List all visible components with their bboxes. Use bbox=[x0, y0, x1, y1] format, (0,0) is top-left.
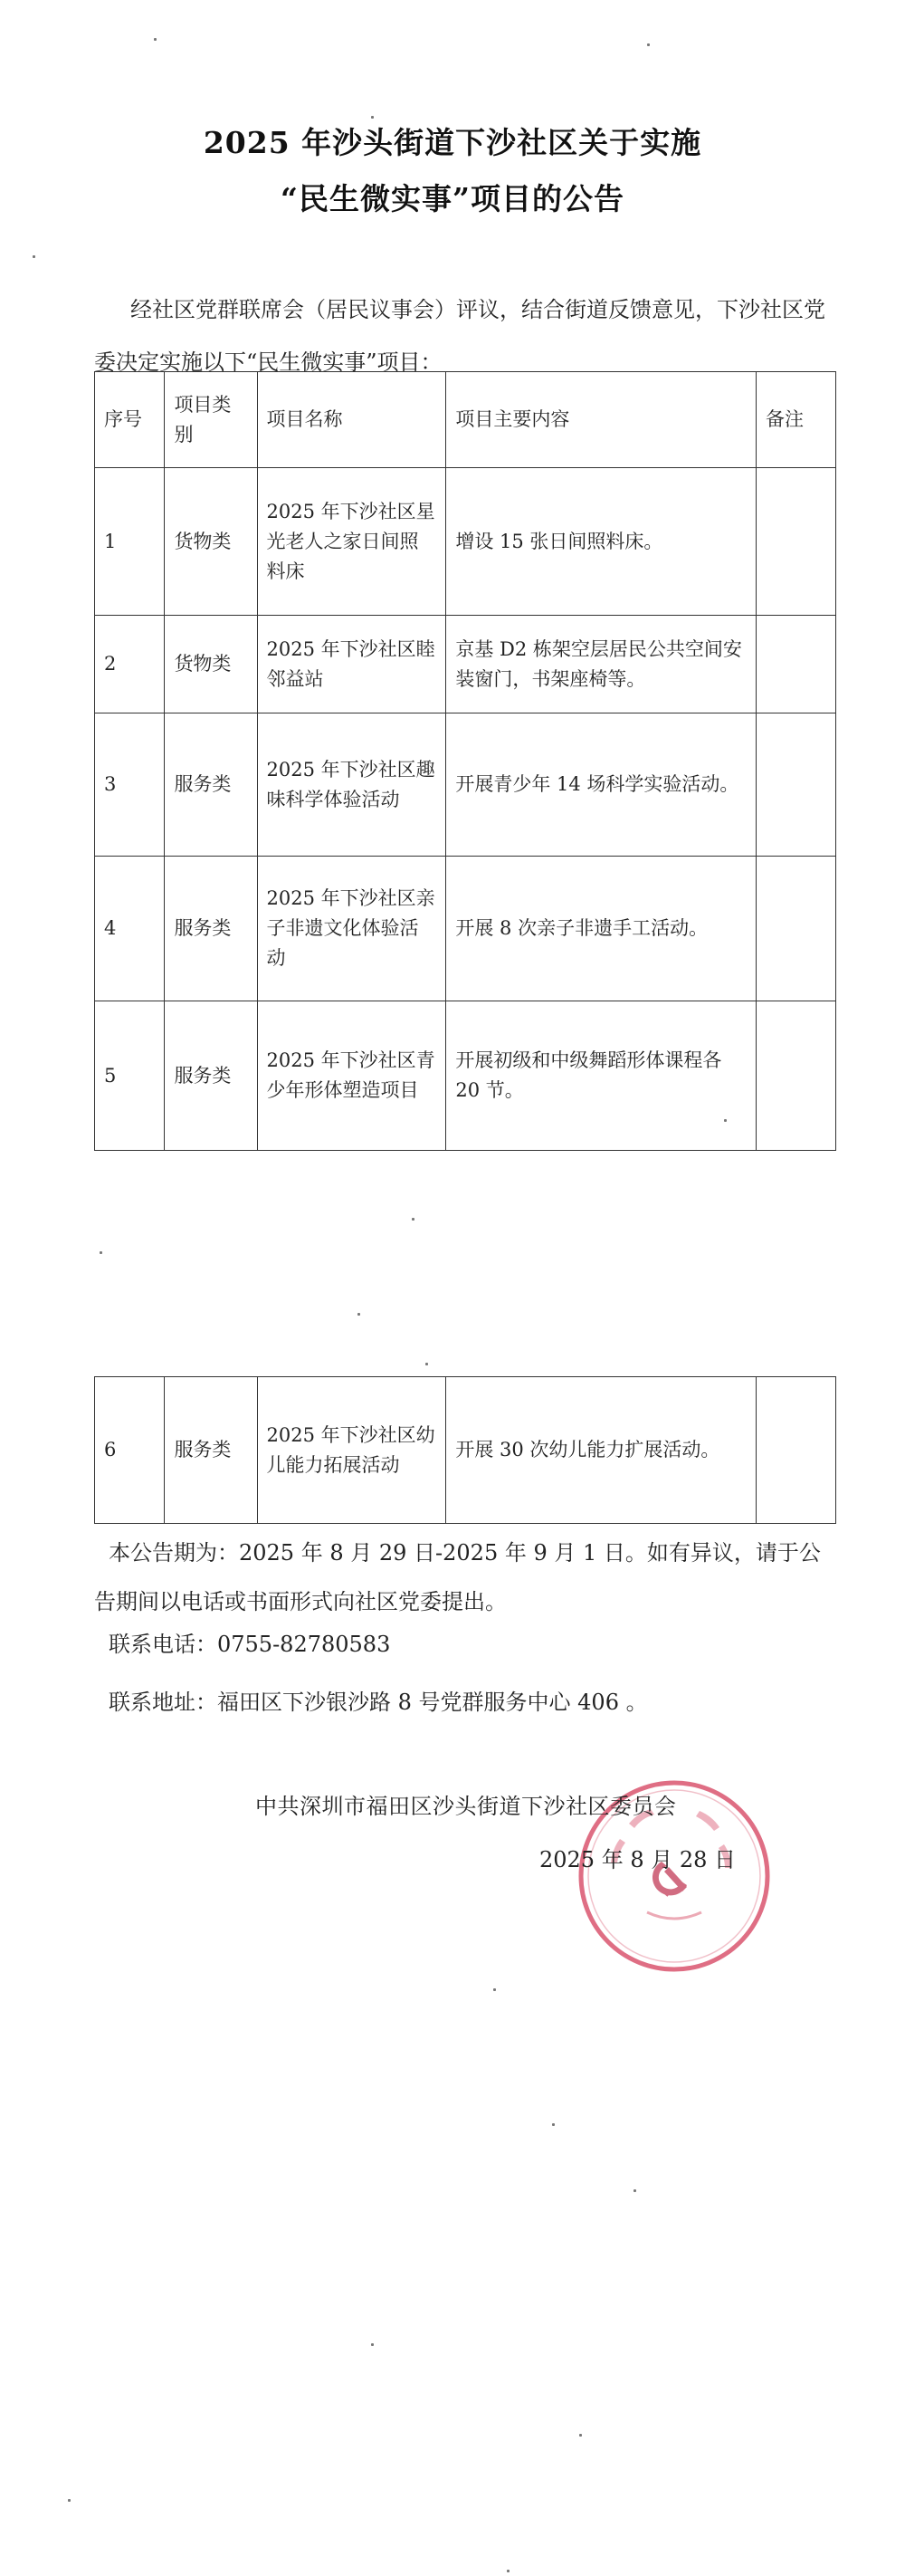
cell-no: 1 bbox=[95, 468, 165, 616]
scan-speck bbox=[357, 1313, 360, 1316]
scan-speck bbox=[647, 43, 650, 46]
scan-speck bbox=[425, 1363, 428, 1365]
cell-note bbox=[756, 468, 835, 616]
cell-category: 货物类 bbox=[165, 616, 257, 713]
cell-content: 开展 8 次亲子非遗手工活动。 bbox=[446, 857, 757, 1001]
table-row bbox=[95, 713, 836, 857]
cell-name: 2025 年下沙社区星光老人之家日间照料床 bbox=[257, 468, 446, 616]
cell-note bbox=[756, 1377, 835, 1524]
table-header-row bbox=[95, 372, 836, 468]
document-title-line1: 2025 年沙头街道下沙社区关于实施 bbox=[203, 125, 702, 160]
cell-category: 服务类 bbox=[165, 1377, 257, 1524]
cell-no: 4 bbox=[95, 857, 165, 1001]
notice-period-text: 本公告期为：2025 年 8 月 29 日-2025 年 9 月 1 日。如有异议，请于公告期间以电话或书面形式向社区党委提出。 bbox=[94, 1540, 821, 1614]
scan-speck bbox=[33, 255, 35, 258]
scan-speck bbox=[634, 2189, 636, 2192]
table-row bbox=[95, 1001, 836, 1151]
scan-speck bbox=[493, 1988, 496, 1991]
table-row bbox=[95, 1377, 836, 1524]
cell-name: 2025 年下沙社区亲子非遗文化体验活动 bbox=[257, 857, 446, 1001]
scan-speck bbox=[371, 116, 374, 119]
cell-name: 2025 年下沙社区睦邻益站 bbox=[257, 616, 446, 713]
projects-table-continued bbox=[94, 1376, 836, 1524]
cell-no: 3 bbox=[95, 713, 165, 857]
cell-content: 开展初级和中级舞蹈形体课程各 20 节。 bbox=[446, 1001, 757, 1151]
table-row bbox=[95, 468, 836, 616]
cell-category: 服务类 bbox=[165, 1001, 257, 1151]
cell-note bbox=[756, 857, 835, 1001]
cell-name: 2025 年下沙社区青少年形体塑造项目 bbox=[257, 1001, 446, 1151]
issue-date: 2025 年 8 月 28 日 bbox=[539, 1847, 737, 1872]
header-category: 项目类别 bbox=[165, 372, 257, 468]
document-title-line2: “民生微实事”项目的公告 bbox=[281, 181, 624, 216]
contact-phone: 联系电话：0755-82780583 bbox=[109, 1632, 391, 1657]
cell-no: 5 bbox=[95, 1001, 165, 1151]
scan-speck bbox=[412, 1218, 414, 1221]
cell-name: 2025 年下沙社区趣味科学体验活动 bbox=[257, 713, 446, 857]
cell-category: 服务类 bbox=[165, 857, 257, 1001]
cell-no: 2 bbox=[95, 616, 165, 713]
cell-content: 京基 D2 栋架空层居民公共空间安装窗门，书架座椅等。 bbox=[446, 616, 757, 713]
notice-period-paragraph bbox=[94, 1528, 836, 1626]
cell-note bbox=[756, 713, 835, 857]
scan-speck bbox=[68, 2499, 71, 2502]
scan-speck bbox=[100, 1251, 102, 1254]
scan-speck bbox=[724, 1119, 727, 1122]
scan-speck bbox=[371, 2343, 374, 2346]
cell-note bbox=[756, 616, 835, 713]
cell-content: 增设 15 张日间照料床。 bbox=[446, 468, 757, 616]
issuer-name: 中共深圳市福田区沙头街道下沙社区委员会 bbox=[255, 1794, 677, 1819]
table-row bbox=[95, 616, 836, 713]
cell-category: 服务类 bbox=[165, 713, 257, 857]
contact-address: 联系地址：福田区下沙银沙路 8 号党群服务中心 406 。 bbox=[109, 1690, 648, 1715]
cell-content: 开展青少年 14 场科学实验活动。 bbox=[446, 713, 757, 857]
cell-category: 货物类 bbox=[165, 468, 257, 616]
scan-speck bbox=[579, 2434, 582, 2437]
header-content: 项目主要内容 bbox=[446, 372, 757, 468]
cell-no: 6 bbox=[95, 1377, 165, 1524]
cell-note bbox=[756, 1001, 835, 1151]
intro-text: 经社区党群联席会（居民议事会）评议，结合街道反馈意见，下沙社区党委决定实施以下“民生微实事”项目： bbox=[94, 297, 825, 375]
header-name: 项目名称 bbox=[257, 372, 446, 468]
cell-name: 2025 年下沙社区幼儿能力拓展活动 bbox=[257, 1377, 446, 1524]
scan-speck bbox=[154, 38, 157, 41]
scan-speck bbox=[552, 2123, 555, 2126]
header-note: 备注 bbox=[756, 372, 835, 468]
cell-content: 开展 30 次幼儿能力扩展活动。 bbox=[446, 1377, 757, 1524]
header-no: 序号 bbox=[95, 372, 165, 468]
scan-speck bbox=[507, 2570, 510, 2572]
projects-table bbox=[94, 371, 836, 1151]
table-row bbox=[95, 857, 836, 1001]
